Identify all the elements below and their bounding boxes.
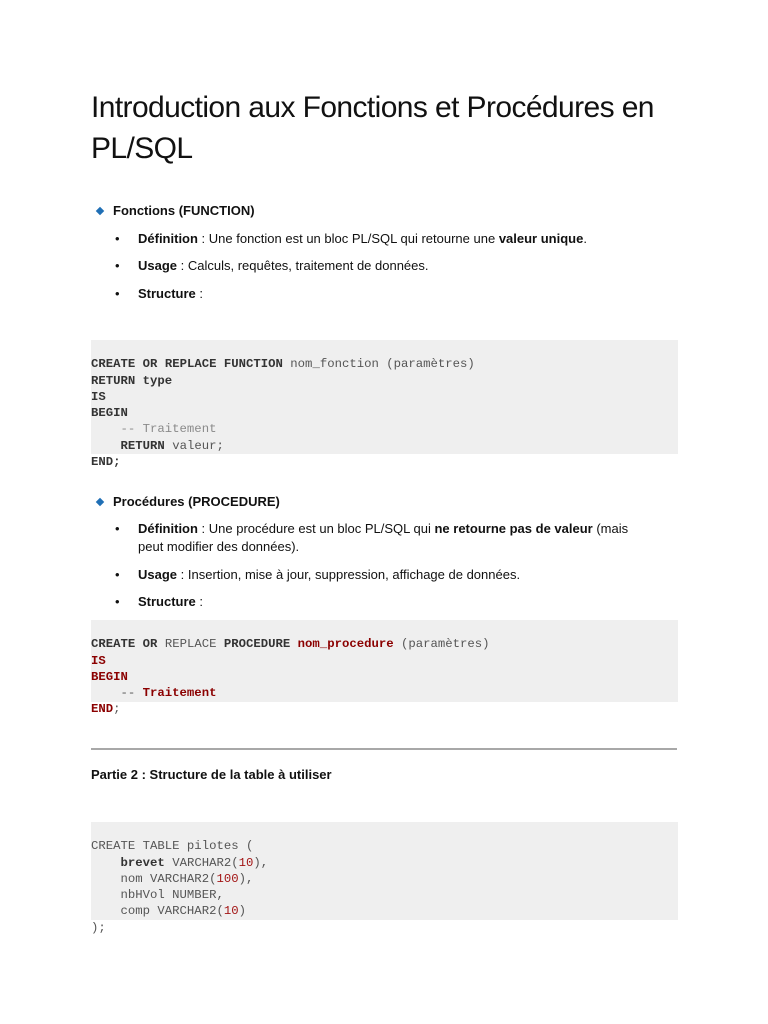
definition-text-end: (mais peut modifier des données).	[138, 521, 629, 554]
partie2-heading: Partie 2 : Structure de la table à utiliser	[91, 767, 332, 782]
bullet-dot-icon: •	[115, 258, 120, 273]
bullet-dot-icon: •	[115, 521, 120, 536]
section-heading-text: Procédures (PROCEDURE)	[113, 494, 280, 509]
diamond-bullet-icon	[96, 498, 104, 506]
bullet-dot-icon: •	[115, 286, 120, 301]
bullet-dot-icon: •	[115, 231, 120, 246]
code-line: -- Traitement	[91, 422, 217, 437]
bullet-structure-procedures	[115, 593, 655, 611]
code-line: CREATE OR REPLACE FUNCTION nom_fonction (paramètres)	[91, 357, 475, 372]
bullet-usage-functions	[115, 257, 655, 275]
code-line: IS	[91, 653, 106, 668]
code-line: CREATE TABLE pilotes (	[91, 839, 254, 854]
code-line: BEGIN	[91, 669, 128, 684]
usage-label: Usage	[138, 258, 178, 273]
section-heading-text: Fonctions (FUNCTION)	[113, 203, 255, 218]
code-line: BEGIN	[91, 406, 128, 421]
definition-bold: valeur unique	[498, 231, 584, 246]
code-line: comp VARCHAR2(10)	[91, 904, 246, 919]
page-title: Introduction aux Fonctions et Procédures en PL/SQL	[91, 91, 654, 165]
code-line: IS	[91, 389, 106, 404]
code-line: brevet VARCHAR2(10),	[120, 855, 269, 870]
definition-label: Définition	[138, 521, 198, 536]
structure-label: Structure	[138, 286, 196, 301]
section-heading-functions	[97, 203, 255, 218]
code-line: END;	[91, 455, 121, 470]
structure-label: Structure	[138, 594, 196, 609]
definition-bold: ne retourne pas de valeur	[434, 521, 593, 536]
code-line: nom VARCHAR2(100),	[91, 871, 254, 886]
code-line: -- Traitement	[91, 686, 217, 701]
definition-text: : Une procédure est un bloc PL/SQL qui	[197, 521, 435, 536]
bullet-definition-functions	[115, 230, 655, 248]
code-line: RETURN valeur;	[120, 438, 224, 453]
horizontal-divider	[91, 748, 677, 750]
definition-label: Définition	[138, 231, 198, 246]
definition-text: : Une fonction est un bloc PL/SQL qui retourne une	[197, 231, 499, 246]
section-heading-procedures	[97, 494, 280, 509]
code-line: RETURN type	[91, 373, 173, 388]
bullet-dot-icon: •	[115, 594, 120, 609]
code-line: END;	[91, 702, 121, 717]
structure-text: :	[195, 594, 204, 609]
usage-label: Usage	[138, 567, 178, 582]
bullet-structure-functions	[115, 285, 655, 303]
code-block-function	[91, 340, 678, 470]
definition-text-end: .	[583, 231, 587, 246]
diamond-bullet-icon	[96, 207, 104, 215]
code-block-procedure	[91, 620, 678, 717]
bullet-usage-procedures	[115, 566, 655, 584]
code-line: CREATE OR REPLACE PROCEDURE nom_procedure (paramètres)	[91, 637, 490, 652]
code-block-table	[91, 822, 678, 935]
bullet-definition-procedures	[115, 520, 655, 556]
usage-text: : Insertion, mise à jour, suppression, affichage de données.	[177, 567, 521, 582]
structure-text: :	[195, 286, 204, 301]
code-line: );	[91, 920, 106, 935]
usage-text: : Calculs, requêtes, traitement de données.	[177, 258, 429, 273]
code-line: nbHVol NUMBER,	[91, 888, 224, 903]
bullet-dot-icon: •	[115, 567, 120, 582]
